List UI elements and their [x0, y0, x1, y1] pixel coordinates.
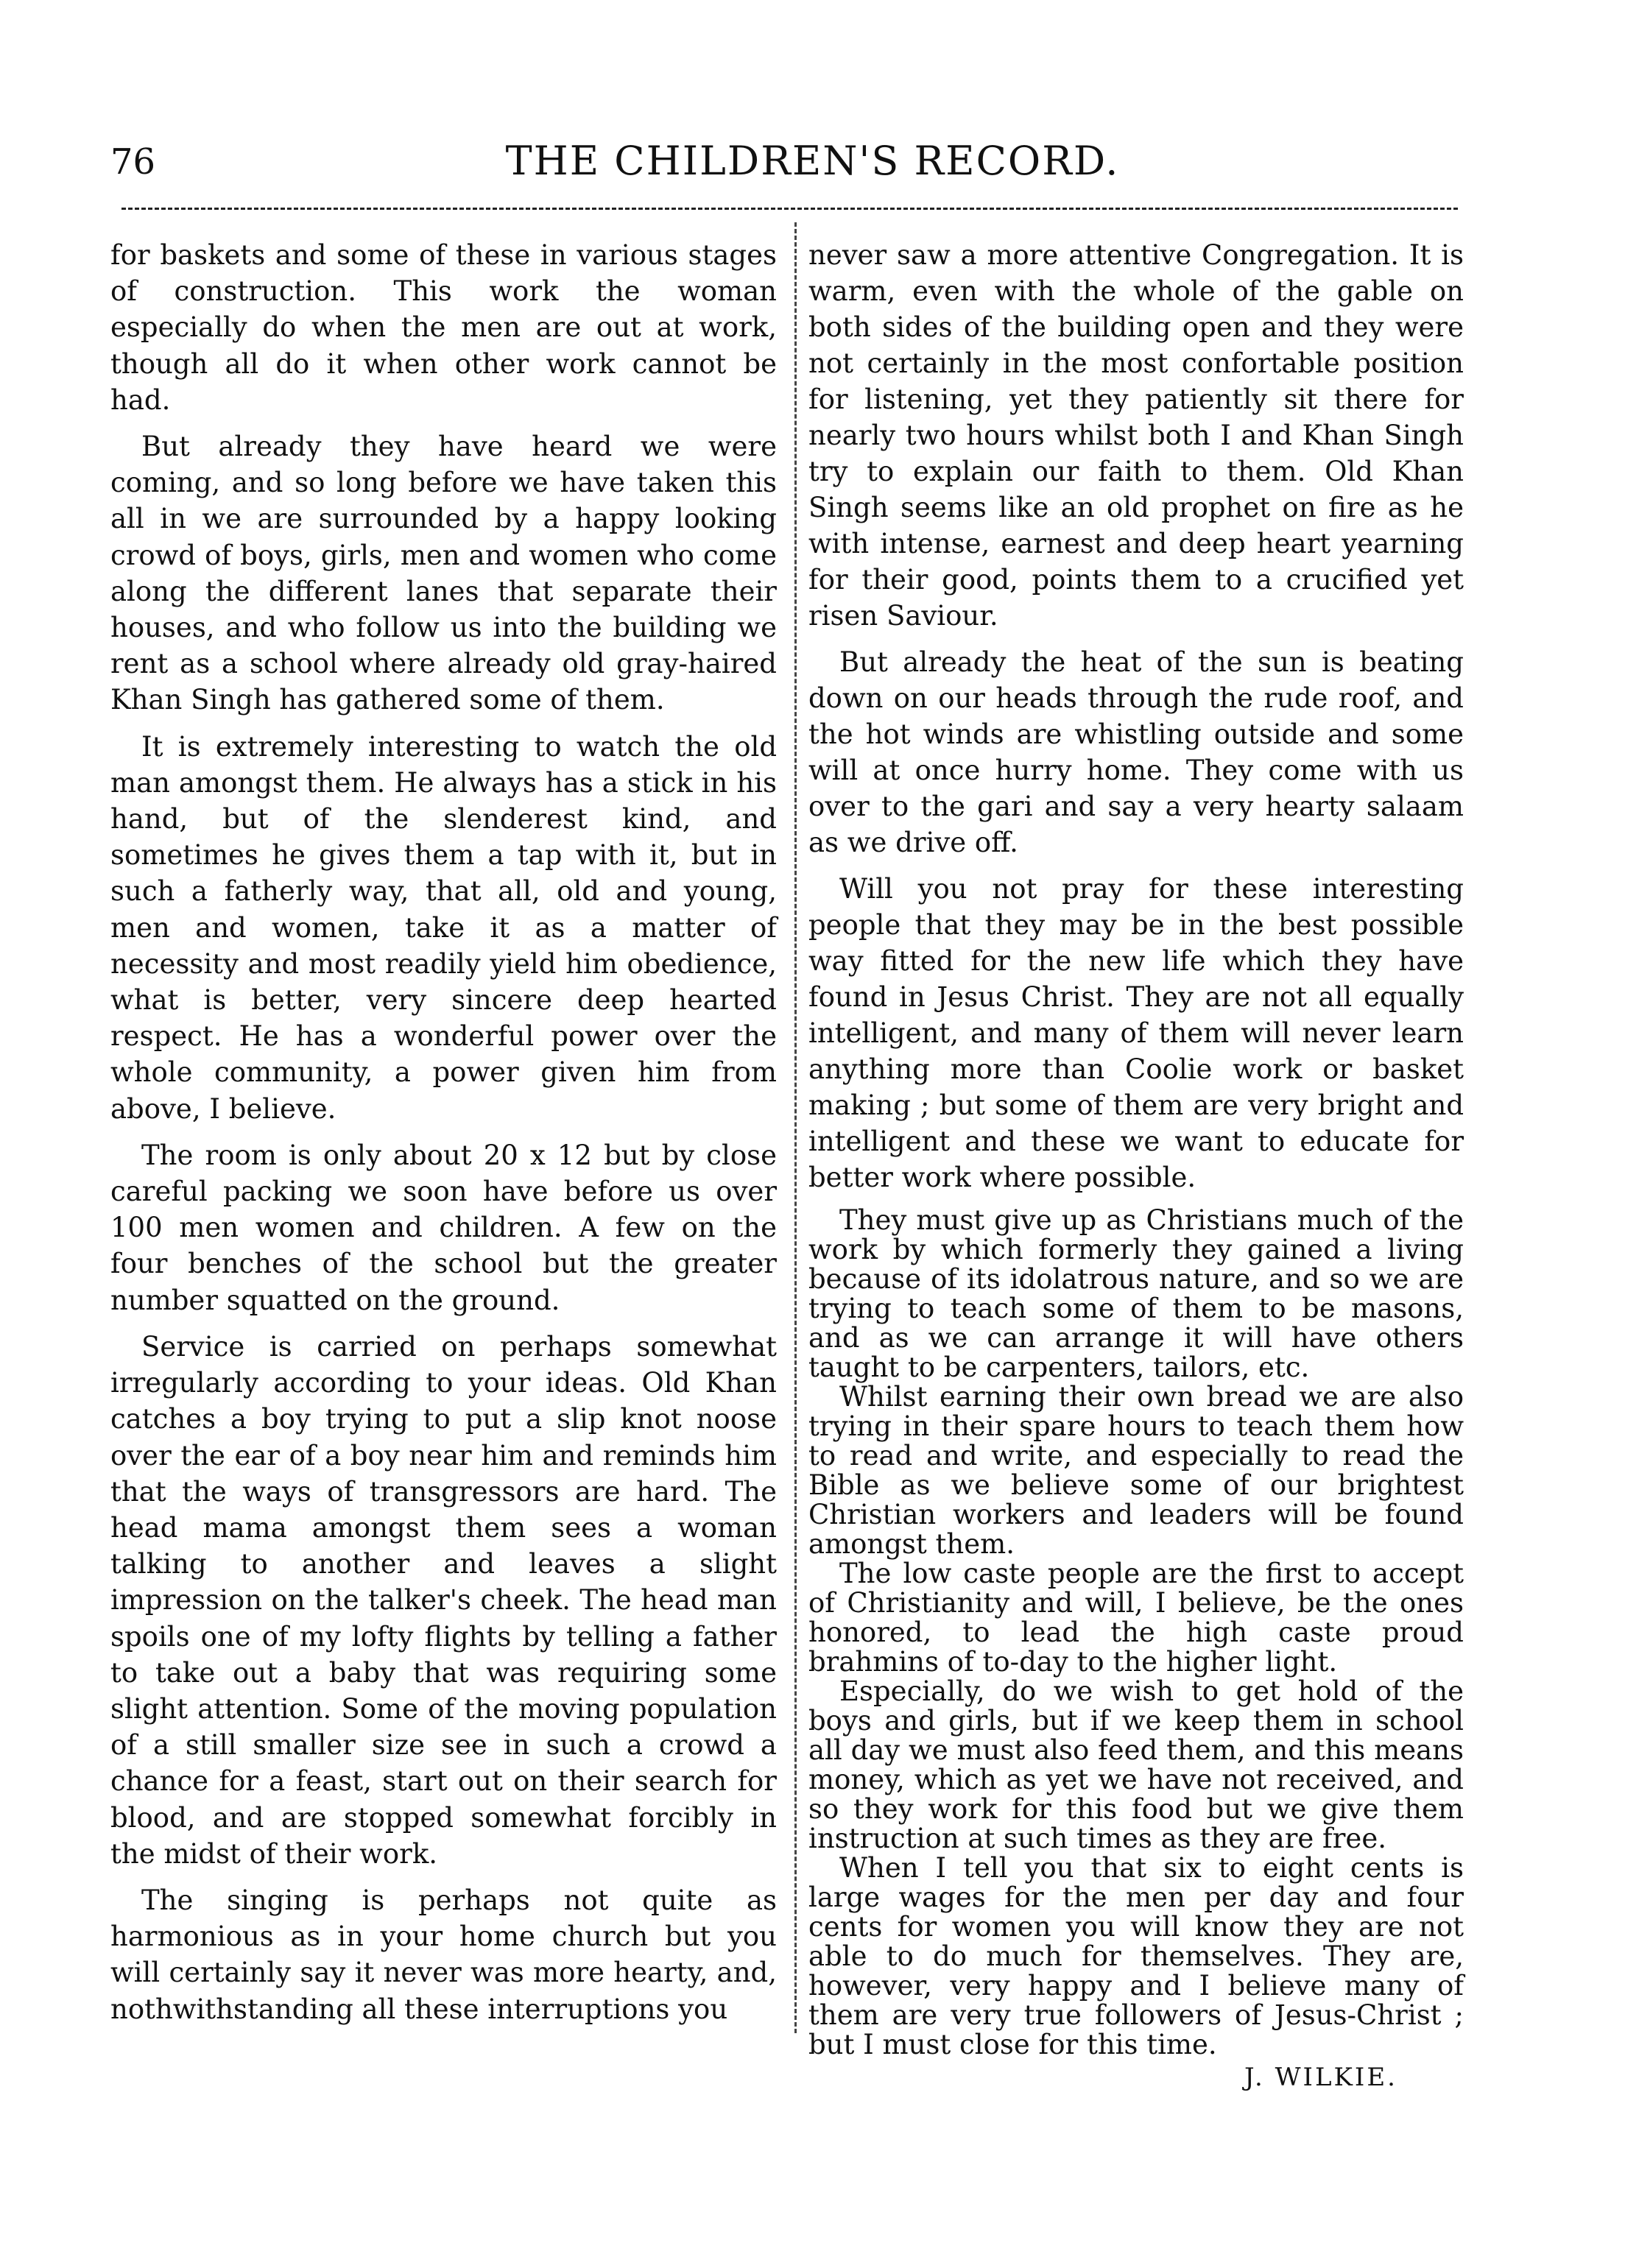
running-title: THE CHILDREN'S RECORD. — [505, 138, 1120, 184]
left-column — [110, 237, 777, 2027]
paragraph: Will you not pray for these interesting people that they may be in the best possible way fitted for the new life which they have found in Jesus Christ. They are not all equally intelligent, and many of them will never learn anything more than Coolie work or basket making ; but some of them are very bright and intelligent and these we want to educate for better work where possible. — [808, 873, 1464, 1193]
column-divider — [794, 222, 797, 2033]
right-column — [808, 237, 1464, 2094]
paragraph: It is extremely interesting to watch the old man amongst them. He always has a stick in his hand, but of the slenderest kind, and sometimes he gives them a tap with it, but in such a fatherly way, that all, old and young, men and women, take it as a matter of necessity and most readily yield him obedience, what is better, very sincere deep hearted respect. He has a wonderful power over the whole community, a power given him from above, I believe. — [110, 730, 777, 1125]
paragraph: Whilst earning their own bread we are also trying in their spare hours to teach them how to read and write, and especially to read the Bible as we believe some of our brightest Christian workers and leaders will be found amongst them. — [808, 1381, 1464, 1560]
author-signature: J. WILKIE. — [1244, 2063, 1397, 2092]
paragraph: Especially, do we wish to get hold of the boys and girls, but if we keep them in school all day we must also feed them, and this means money, which as yet we have not received, and so they work for this food but we give them instruction at such times as they are free. — [808, 1675, 1464, 1854]
paragraph: The singing is perhaps not quite as harmonious as in your home church but you will certainly say it never was more hearty, and, nothwithstanding all these interruptions you — [110, 1884, 777, 2025]
paragraph: Service is carried on perhaps somewhat irregularly according to your ideas. Old Khan catches a boy trying to put a slip knot noose over the ear of a boy near him and reminds him that the ways of transgressors are hard. The head mama amongst them sees a woman talking to another and leaves a slight impression on the talker's cheek. The head man spoils one of my lofty flights by telling a father to take out a baby that was requiring some slight attention. Some of the moving population of a still smaller size see in such a crowd a chance for a feast, start out on their search for blood, and are stopped somewhat forcibly in the midst of their work. — [110, 1330, 777, 1870]
paragraph: never saw a more attentive Congregation. It is warm, even with the whole of the gable on both sides of the building open and they were not certainly in the most confortable position for listening, yet they patiently sit there for nearly two hours whilst both I and Khan Singh try to explain our faith to them. Old Khan Singh seems like an old prophet on fire as he with intense, earnest and deep heart yearning for their good, points them to a crucified yet risen Saviour. — [808, 239, 1464, 632]
paragraph: But already they have heard we were coming, and so long before we have taken this all in we are surrounded by a happy looking crowd of boys, girls, men and women who come along the different lanes that separate their houses, and who follow us into the building we rent as a school where already old gray-haired Khan Singh has gathered some of them. — [110, 431, 777, 716]
paragraph: But already the heat of the sun is beating down on our heads through the rude roof, and the hot winds are whistling outside and some will at once hurry home. They come with us over to the gari and say a very hearty salaam as we drive off. — [808, 646, 1464, 858]
header-rule — [121, 208, 1458, 210]
paragraph: The room is only about 20 x 12 but by close careful packing we soon have before us over 100 men women and children. A few on the four benches of the school but the greater number squatted on the ground. — [110, 1139, 777, 1316]
paragraph: They must give up as Christians much of the work by which formerly they gained a living because of its idolatrous nature, and so we are trying to teach some of them to be masons, and as we can arrange it will have others taught to be carpenters, tailors, etc. — [808, 1204, 1464, 1383]
paragraph: for baskets and some of these in various stages of construction. This work the woman especially do when the men are out at work, though all do it when other work cannot be had. — [110, 239, 777, 416]
page-number: 76 — [110, 141, 156, 183]
paragraph: The low caste people are the first to accept of Christianity and will, I believe, be the ones honored, to lead the high caste proud brahmins of to-day to the higher light. — [808, 1558, 1464, 1678]
paragraph: When I tell you that six to eight cents is large wages for the men per day and four cents for women you will know they are not able to do much for themselves. They are, however, very happy and I believe many of them are very true followers of Jesus-Christ ; but I must close for this time. — [808, 1852, 1464, 2060]
